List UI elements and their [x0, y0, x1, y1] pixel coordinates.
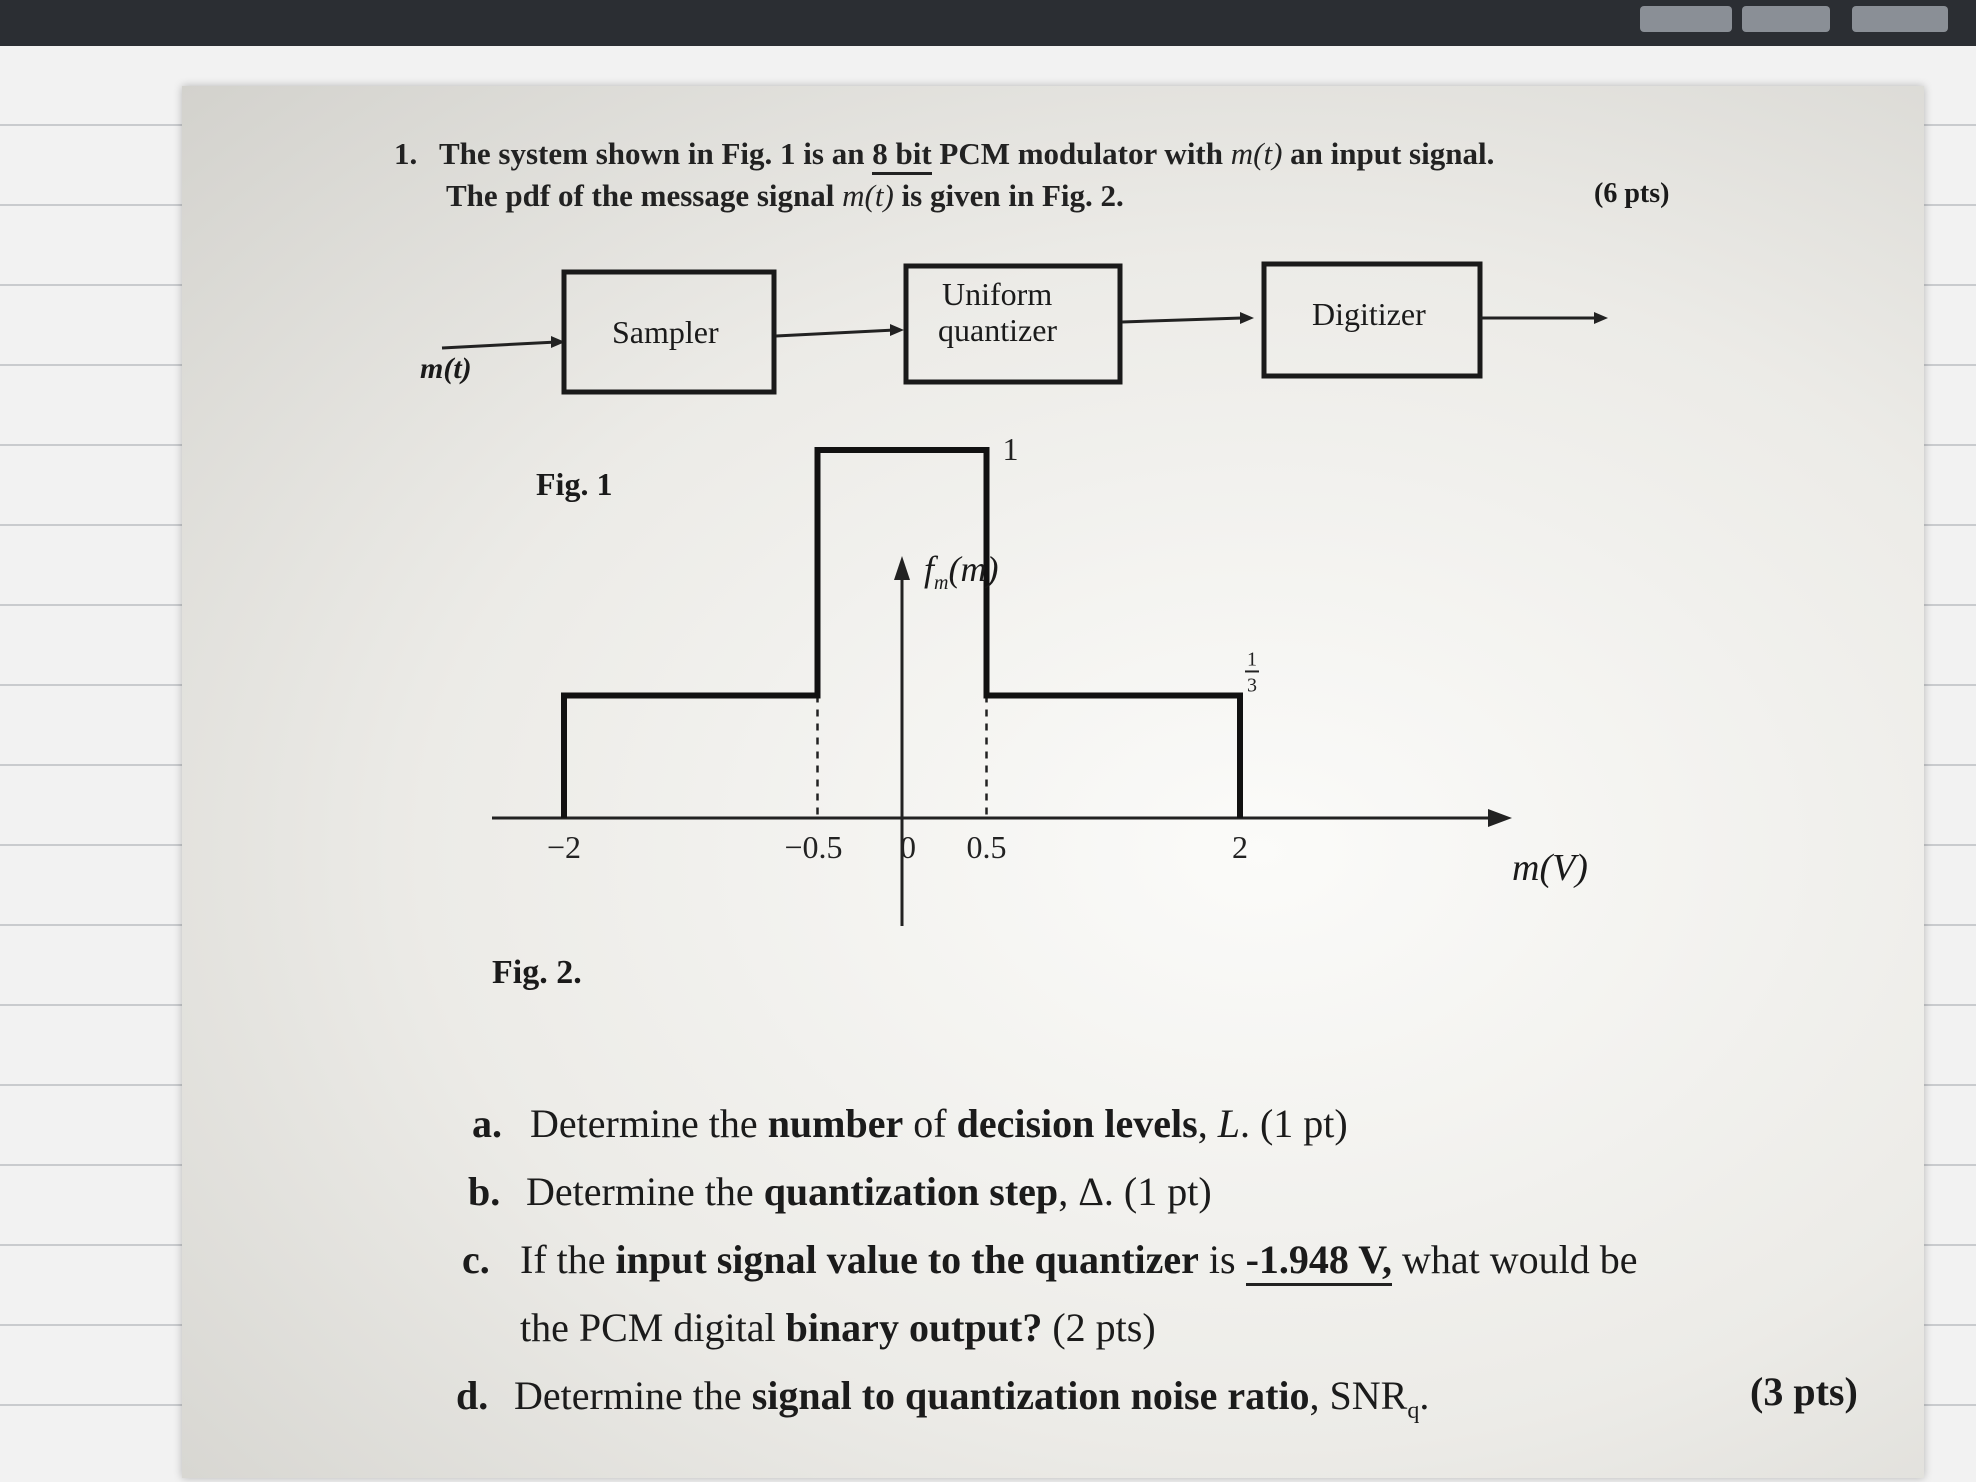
question-a-text: Determine the	[530, 1101, 768, 1146]
ylabel-sub: m	[934, 572, 949, 595]
question-d-text: Determine the	[514, 1373, 752, 1418]
question-d-end: .	[1419, 1373, 1430, 1418]
question-c-text: If the	[520, 1237, 616, 1282]
problem-text-1b: PCM modulator with	[939, 136, 1223, 171]
problem-text-1a: The system shown in Fig. 1 is an	[439, 136, 865, 171]
problem-text-1c: an input signal.	[1290, 136, 1495, 171]
ylabel-func: f	[924, 549, 935, 589]
question-d-post: , SNR	[1309, 1373, 1408, 1418]
question-a-bold: number	[767, 1101, 904, 1146]
x-tick-label: 0	[900, 829, 916, 865]
question-b-label: b.	[468, 1169, 501, 1214]
top-toolbar	[0, 0, 1976, 46]
fig1-caption: Fig. 1	[536, 466, 613, 502]
y-tick-third-denominator: 3	[1247, 674, 1257, 697]
signal-symbol: m(t)	[1230, 136, 1283, 171]
question-c-value: -1.948 V,	[1246, 1237, 1392, 1286]
sampler-label: Sampler	[612, 314, 719, 350]
signal-symbol-2: m(t)	[842, 178, 894, 213]
question-c-post: what would be	[1391, 1237, 1638, 1282]
question-b-text: Determine the	[526, 1169, 764, 1214]
pdf-chart	[182, 86, 1924, 986]
question-a-label: a.	[472, 1101, 502, 1146]
problem-number: 1.	[394, 136, 418, 171]
bit-depth-underlined: 8 bit	[872, 136, 931, 175]
question-a-end: . (1 pt)	[1239, 1101, 1348, 1146]
quantizer-label-2: quantizer	[938, 312, 1058, 348]
question-d-points: (3 pts)	[1750, 1369, 1858, 1414]
x-tick-label: −0.5	[784, 829, 843, 865]
question-d-label: d.	[456, 1373, 489, 1418]
toolbar-button[interactable]	[1742, 6, 1830, 32]
problem-paper-photo	[182, 86, 1924, 1478]
question-c-line2-post: (2 pts)	[1042, 1305, 1156, 1350]
question-b-post: , Δ. (1 pt)	[1058, 1169, 1212, 1214]
problem-text-2b: is given in Fig. 2.	[901, 178, 1124, 213]
question-c-line2	[520, 1304, 1156, 1351]
y-tick-label-1: 1	[1002, 431, 1019, 467]
x-tick-label: −2	[546, 829, 582, 865]
question-c-line2-bold: binary output?	[785, 1305, 1043, 1350]
x-tick-label: 2	[1232, 829, 1248, 865]
question-a-post: ,	[1197, 1101, 1218, 1146]
question-c-bold: input signal value to the quantizer	[615, 1237, 1199, 1282]
digitizer-label: Digitizer	[1312, 296, 1426, 332]
y-tick-third-numerator: 1	[1247, 648, 1257, 671]
question-a-mid: of	[903, 1101, 957, 1146]
input-signal-label: m(t)	[420, 352, 472, 385]
chart-xlabel: m(V)	[1512, 847, 1588, 889]
toolbar-button[interactable]	[1640, 6, 1732, 32]
question-c	[462, 1236, 1637, 1283]
problem-points: (6 pts)	[1594, 178, 1670, 209]
question-d	[456, 1372, 1429, 1425]
chart-ylabel	[924, 548, 998, 595]
question-c-line2-text: the PCM digital	[520, 1305, 786, 1350]
question-b	[468, 1168, 1212, 1215]
notebook-background	[0, 46, 1976, 1482]
question-d-bold: signal to quantization noise ratio	[751, 1373, 1310, 1418]
question-b-bold: quantization step	[763, 1169, 1059, 1214]
problem-text-2a: The pdf of the message signal	[446, 178, 835, 213]
x-tick-label: 0.5	[966, 829, 1007, 865]
question-a-symbol: L	[1217, 1101, 1240, 1146]
question-a	[472, 1100, 1348, 1147]
quantizer-label-1: Uniform	[942, 276, 1053, 312]
fig2-caption: Fig. 2.	[492, 954, 582, 991]
ylabel-arg: (m)	[948, 549, 999, 589]
question-a-bold2: decision levels	[956, 1101, 1198, 1146]
question-d-sub: q	[1407, 1398, 1420, 1424]
question-c-mid: is	[1198, 1237, 1246, 1282]
question-c-label: c.	[462, 1237, 490, 1282]
x-axis-arrow	[1488, 809, 1512, 827]
y-axis-arrow	[894, 556, 910, 580]
toolbar-button[interactable]	[1852, 6, 1948, 32]
